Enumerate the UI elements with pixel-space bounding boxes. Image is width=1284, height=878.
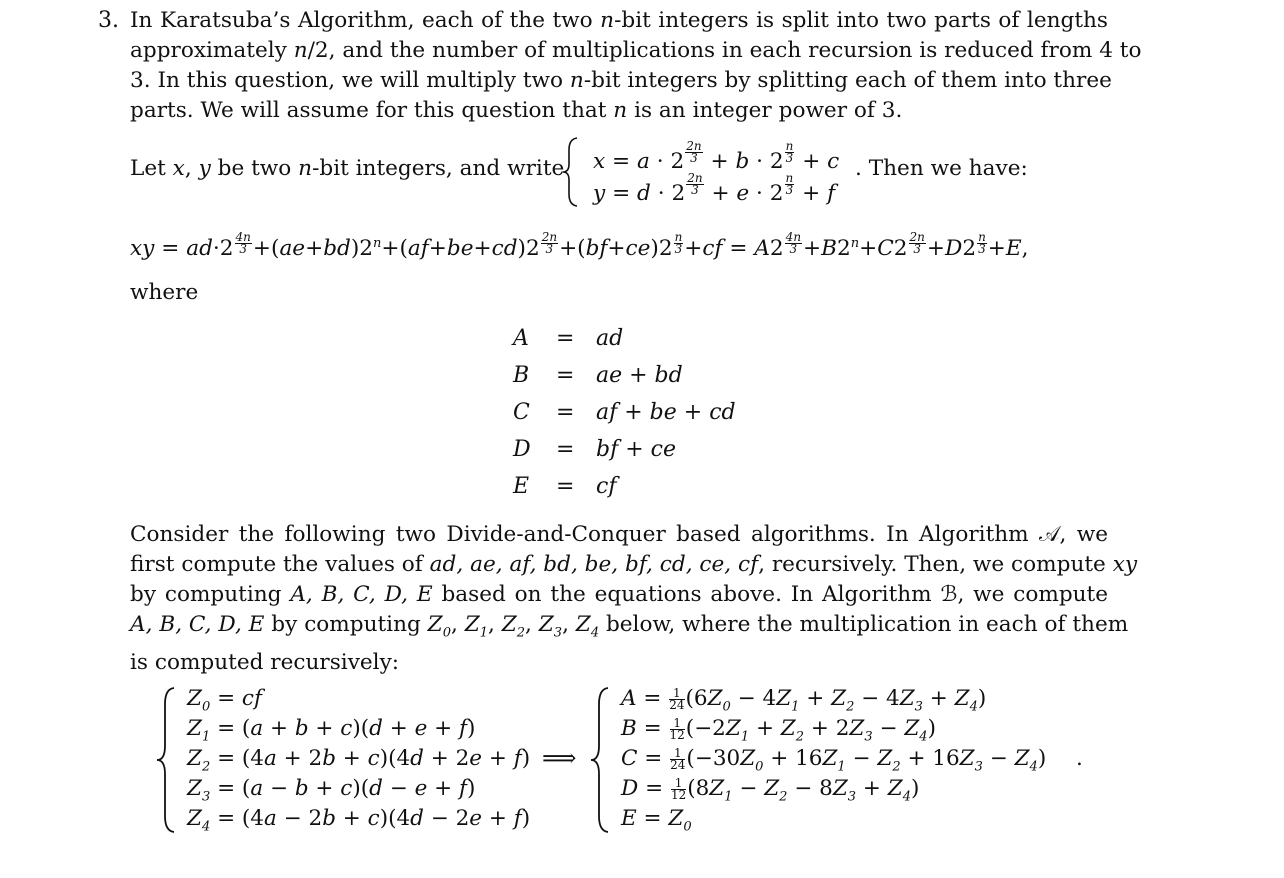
d-formula: D = $\frac{1}{12}$ $(8Z_1 - Z_2 - 8Z_3 + Z_4)$ xyxy=(621,775,920,805)
def-equals: = xyxy=(556,326,575,351)
def-lhs-D: D xyxy=(513,437,531,462)
e-formula: $E = Z_0$ xyxy=(621,806,692,835)
c-formula: C = $\frac{1}{24}$ $(-30Z_0 + 16Z_1 - Z_2 + 16Z_3 - Z_4)$ xyxy=(621,745,1047,775)
z1-equation: $Z_1 = (a + b + c)(d + e + f)$ xyxy=(187,716,476,745)
xy-expansion: xy = ad·2 $^{\frac{4n}{3}}$ $+(ae+bd)2^n+(af+be+cd)2$ $^{\frac{2n}{3}}$ +(bf+ce)2 $^{\frac{n}{3}}$ +cf = A2 $^{\frac{4n}{3}}$ $+B2^n+C2$ $^{\frac{2n}{3}}$ +D2 $^{\frac{n}{3}}$ +E, xyxy=(130,230,1029,262)
left-brace-abc-system xyxy=(588,686,612,834)
left-brace-xy xyxy=(560,136,580,208)
def-lhs-E: E xyxy=(513,474,530,499)
intro-line-4: parts. We will assume for this question that n is an integer power of 3. xyxy=(130,98,903,123)
def-equals: = xyxy=(556,363,575,388)
def-equals: = xyxy=(556,400,575,425)
consider-paragraph xyxy=(130,520,1138,678)
intro-line-2: approximately n/2, and the number of multiplications in each recursion is reduced from 4 to xyxy=(130,38,1142,63)
consider-line-5: is computed recursively: xyxy=(130,650,400,676)
def-rhs-D: bf + ce xyxy=(596,437,676,462)
y-definition: y = d · 2 $^{\frac{2n}{3}}$ + e · 2 $^{\frac{n}{3}}$ + f xyxy=(593,171,836,207)
z3-equation: $Z_3 = (a - b + c)(d - e + f)$ xyxy=(187,776,476,805)
intro-line-3: 3. In this question, we will multiply two n-bit integers by splitting each of them into three xyxy=(130,68,1112,93)
def-equals: = xyxy=(556,437,575,462)
z0-equation: $Z_0$ = cf xyxy=(187,686,262,715)
intro-paragraph xyxy=(130,6,1142,126)
consider-line-3: by computing A, B, C, D, E based on the equations above. In Algorithm ℬ, we compute xyxy=(130,582,1109,607)
problem-number: 3. xyxy=(98,8,119,33)
def-rhs-B: ae + bd xyxy=(596,363,683,388)
def-lhs-B: B xyxy=(513,363,530,388)
let-text: Let x, y be two n-bit integers, and write xyxy=(130,156,565,181)
def-lhs-A: A xyxy=(513,326,529,351)
b-formula: B = $\frac{1}{12}$ $(-2Z_1 + Z_2 + 2Z_3 - Z_4)$ xyxy=(621,715,936,745)
consider-line-2: first compute the values of ad, ae, af, bd, be, bf, cd, ce, cf, recursively. Then, we compute xy xyxy=(130,552,1138,577)
def-rhs-A: ad xyxy=(596,326,624,351)
left-brace-z-system xyxy=(154,686,178,834)
consider-line-1: Consider the following two Divide-and-Conquer based algorithms. In Algorithm 𝒜, we xyxy=(130,522,1108,547)
def-lhs-C: C xyxy=(513,400,530,425)
intro-line-1: In Karatsuba’s Algorithm, each of the two n-bit integers is split into two parts of lengths xyxy=(130,8,1108,33)
final-period: . xyxy=(1076,746,1083,771)
def-rhs-E: cf xyxy=(596,474,617,499)
z4-equation: $Z_4 = (4a - 2b + c)(4d - 2e + f)$ xyxy=(187,806,531,835)
def-rhs-C: af + be + cd xyxy=(596,400,736,425)
a-formula: A = $\frac{1}{24}$ $(6Z_0 - 4Z_1 + Z_2 - 4Z_3 + Z_4)$ xyxy=(621,685,987,715)
consider-line-4: A, B, C, D, E by computing $Z_0$, $Z_1$, $Z_2$, $Z_3$, $Z_4$ below, where the multiplication in each of them xyxy=(130,612,1129,641)
def-equals: = xyxy=(556,474,575,499)
where-text: where xyxy=(130,280,199,305)
implies-arrow: ⟹ xyxy=(542,744,577,772)
x-definition: x = a · 2 $^{\frac{2n}{3}}$ + b · 2 $^{\frac{n}{3}}$ + c xyxy=(593,139,840,175)
then-text: . Then we have: xyxy=(855,156,1028,181)
z2-equation: $Z_2 = (4a + 2b + c)(4d + 2e + f)$ xyxy=(187,746,531,775)
